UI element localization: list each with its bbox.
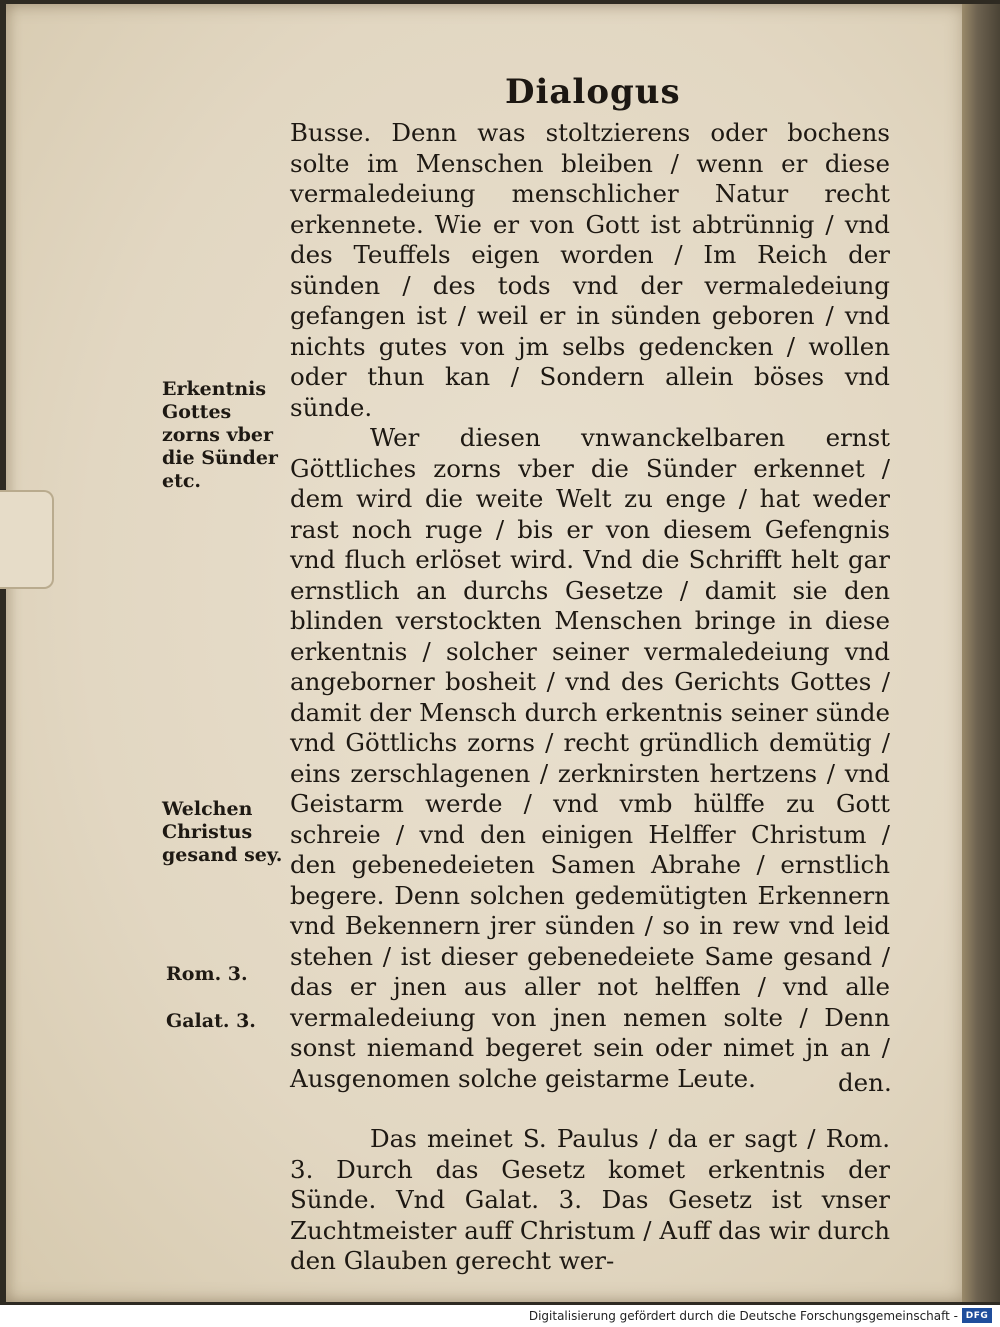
paragraph-2: Wer diesen vnwanckelbaren ernst Göttliches zorns vber die Sünder erkennet / dem wird die weite Welt zu enge / hat weder rast noch ruge / bis er von diesem Gefengnis vnd fluch erlöset wird. Vnd die Schrifft helt gar ernstlich an durchs Gesetze / damit sie den blinden verstockten Menschen bringe in diese erkentnis / solcher seiner vermaledeiung vnd angeborner bosheit / vnd des Gerichts Gottes / damit der Mensch durch erkentnis seiner sünde vnd Göttlichs zorns / recht gründlich demütig / eins zerschlagenen / zerknirsten hertzens / vnd Geistarm werde / vnd vmb hülffe zu Gott schreie / vnd den einigen Helffer Christum / den gebenedeieten Samen Abrahe / ernstlich begere. Denn solchen gedemütigten Erkennern vnd Bekennern jrer sünden / so in rew vnd leid stehen / ist dieser gebenedeiete Same gesand / das er jnen aus aller not helffen / vnd alle vermaledeiung von jnen nemen solte / Denn sonst niemand begeret sein oder nimet jn an / Ausgenomen solche geistarme Leute. (290, 423, 890, 1093)
marginal-note-rom: Rom. 3. (166, 963, 248, 985)
paragraph-1: Busse. Denn was stoltzierens oder bochens solte im Menschen bleiben / wenn er diese vermaledeiung menschlicher Natur recht erkennete. Wie er von Gott ist abtrünnig / vnd des Teuffels eigen worden / Im Reich der sünden / des tods vnd der vermaledeiung gefangen ist / weil er in sünden geboren / vnd nichts gutes von jm selbs gedencken / wollen oder thun kan / Sondern allein böses vnd sünde. (290, 118, 890, 422)
marginal-note-erkentnis: Erkentnis Gottes zorns vber die Sünder etc. (162, 378, 278, 492)
running-head: Dialogus (505, 72, 681, 112)
footer-credit: Digitalisierung gefördert durch die Deutsche Forschungsgemeinschaft - (528, 1309, 958, 1323)
bookmark-tab (0, 490, 54, 589)
dfg-logo: DFG (962, 1308, 992, 1323)
footer-bar (0, 1305, 1000, 1327)
catchword: den. (838, 1068, 892, 1097)
marginal-note-welchen: Welchen Christus gesand sey. (162, 798, 283, 866)
paragraph-3: Das meinet S. Paulus / da er sagt / Rom. 3. Durch das Gesetz komet erkentnis der Sünde. Vnd Galat. 3. Das Gesetz ist vnser Zuchtmeister auff Christum / Auff das wir durch den Glauben gerecht wer- (290, 1124, 890, 1275)
body-text (290, 118, 890, 1277)
marginal-note-galat: Galat. 3. (166, 1010, 256, 1032)
page-edge (962, 4, 1000, 1302)
